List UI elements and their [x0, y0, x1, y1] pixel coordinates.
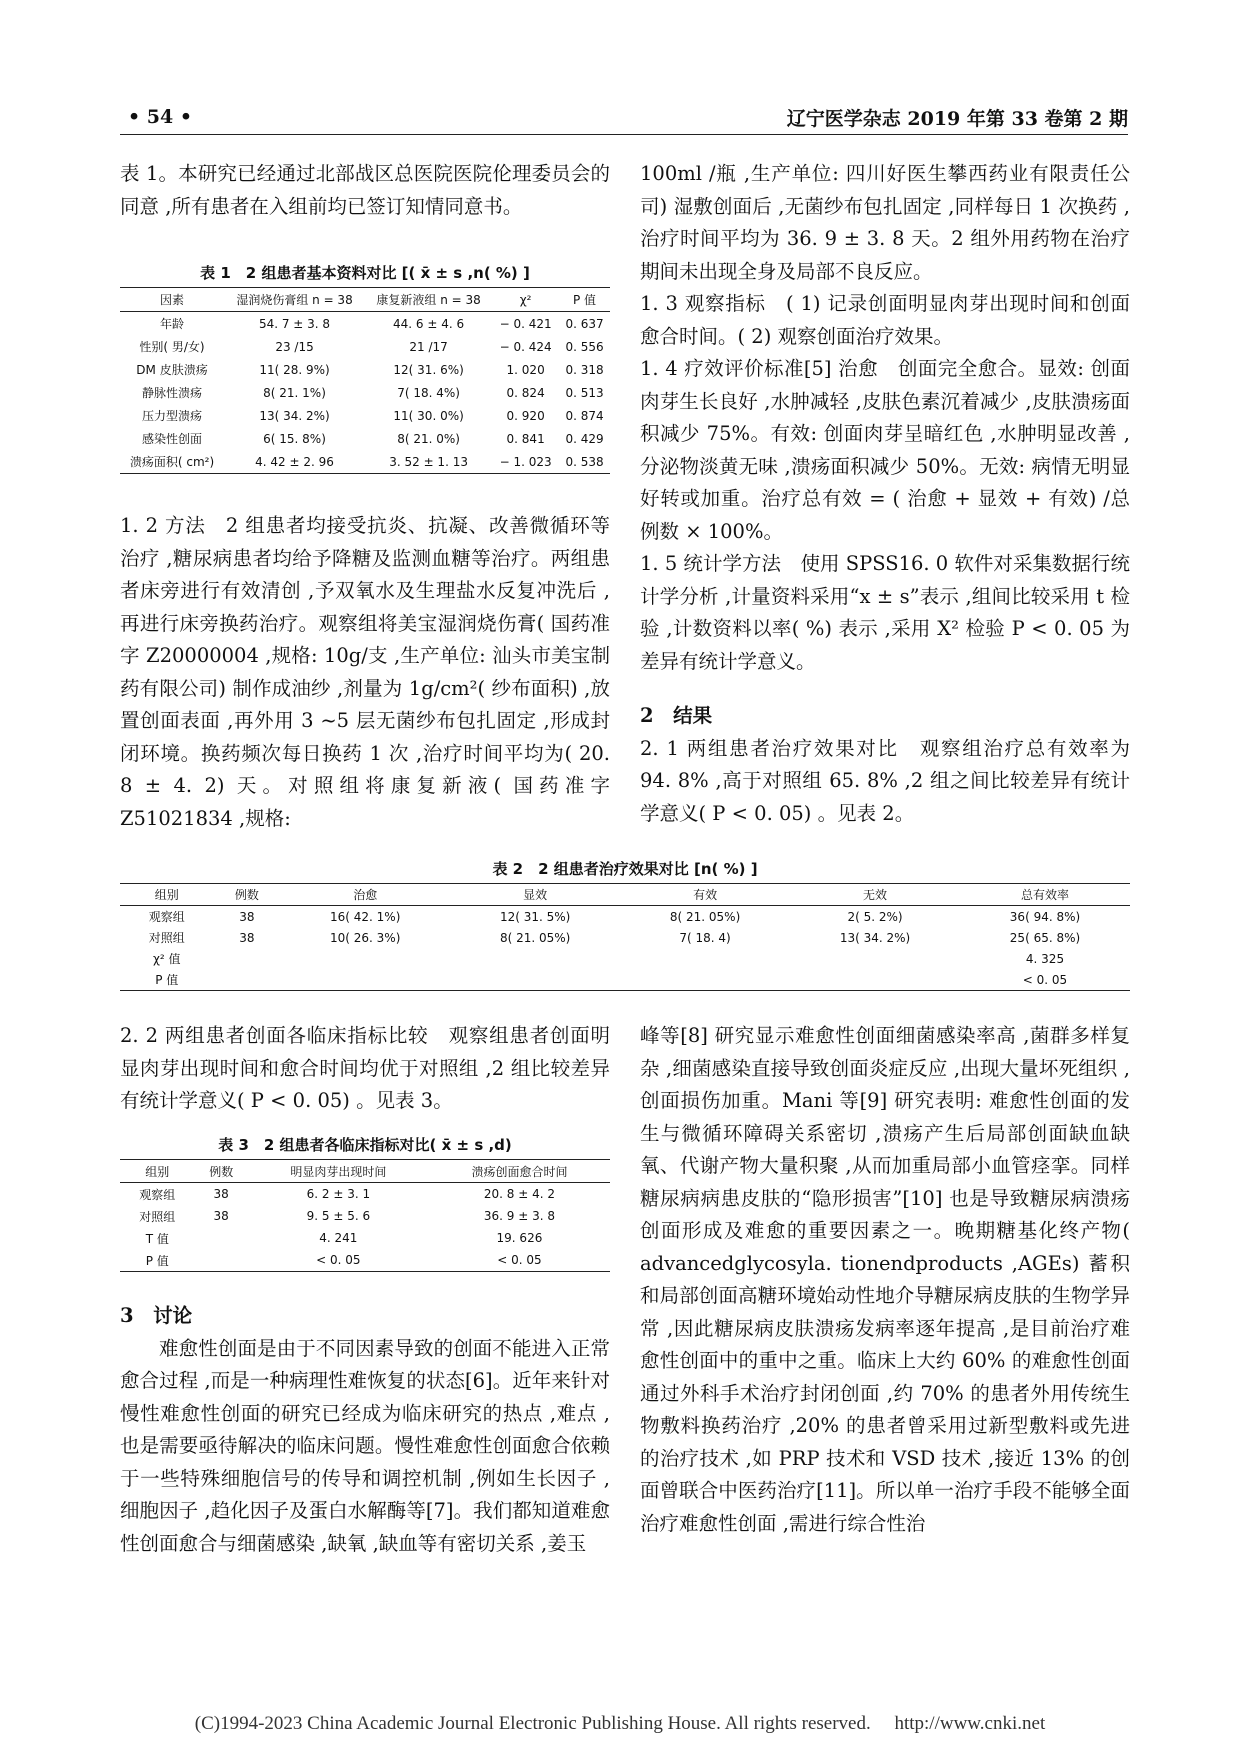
table-header-cell: 康复新液组 n = 38 — [365, 288, 492, 312]
table-cell: 0. 429 — [565, 431, 604, 446]
table-cell: 对照组 — [148, 931, 185, 945]
table-header-cell: P 值 — [559, 288, 610, 312]
paragraph: 2. 1 两组患者治疗效果对比 观察组治疗总有效率为 94. 8% ,高于对照组 65. 8% ,2 组之间比较差异有统计学意义( P < 0. 05) 。见表 2。 — [640, 736, 1130, 825]
paragraph: 2. 2 两组患者创面各临床指标比较 观察组患者创面明显肉芽出现时间和愈合时间均优于对照组 ,2 组比较差异有统计学意义( P < 0. 05) 。见表 3。 — [120, 1024, 610, 1112]
table-cell: 36. 9 ± 3. 8 — [483, 1209, 555, 1223]
copyright-footer: (C)1994-2023 China Academic Journal Electronic Publishing House. All rights reserved. http://www.cnki.net — [194, 1713, 1046, 1734]
table-cell — [450, 969, 620, 991]
table-header-cell: 显效 — [450, 884, 620, 906]
left-column-upper — [120, 158, 610, 223]
table-cell: 38 — [213, 1187, 229, 1201]
paragraph: 表 1。本研究已经通过北部战区总医院医院伦理委员会的同意 ,所有患者在入组前均已签订知情同意书。 — [120, 162, 610, 218]
paragraph: 1. 3 观察指标 ( 1) 记录创面明显肉芽出现时间和创面愈合时间。( 2) 观察创面治疗效果。 — [640, 292, 1130, 348]
table-cell: 7( 18. 4) — [679, 930, 731, 945]
table-cell: P 值 — [120, 969, 213, 991]
table-cell: < 0. 05 — [248, 1249, 429, 1272]
table-header-cell: 治愈 — [280, 884, 450, 906]
table-cell — [195, 1249, 248, 1272]
table-caption: 表 1 2 组患者基本资料对比 [( x̄ ± s ,n( %) ] — [200, 264, 530, 282]
table-cell: 9. 5 ± 5. 6 — [306, 1209, 371, 1223]
left-column-methods — [120, 510, 610, 835]
section-heading-discussion: 3 讨论 — [120, 1304, 193, 1327]
table-cell: 38 — [239, 909, 255, 924]
table-cell: 0. 920 — [506, 408, 545, 423]
table-cell: 感染性创面 — [142, 432, 203, 446]
table-cell: 1. 020 — [506, 362, 545, 377]
table-cell — [213, 948, 280, 969]
table-cell: − 0. 424 — [499, 339, 552, 354]
table-header-cell: 组别 — [120, 1160, 195, 1183]
table-cell: 0. 841 — [506, 431, 545, 446]
table-cell: 对照组 — [139, 1209, 176, 1224]
efficacy-table — [120, 883, 1130, 991]
paragraph: 1. 4 疗效评价标准[5] 治愈 创面完全愈合。显效: 创面肉芽生长良好 ,水肿减轻 ,皮肤色素沉着减少 ,皮肤溃疡面积减少 75%。有效: 创面肉芽呈暗红色 ,水肿明显改善 ,分泌物淡黄无味 ,溃疡面积减少 50%。无效: 病情无明显好转或加重。治疗总有效 = ( 治愈 + 显效 + 有效) /总例数 × 100%。 — [640, 357, 1130, 543]
table-header-cell: 溃疡创面愈合时间 — [429, 1160, 610, 1183]
table-cell: 38 — [239, 930, 255, 945]
baseline-table — [120, 287, 610, 474]
table-header-cell: χ² — [492, 288, 559, 312]
table-cell: 性别( 男/女) — [139, 340, 205, 354]
table-cell: 20. 8 ± 4. 2 — [483, 1187, 555, 1201]
table-cell: 12( 31. 6%) — [393, 362, 464, 377]
table-row — [120, 381, 610, 404]
table-cell — [280, 948, 450, 969]
table-cell: 2( 5. 2%) — [847, 909, 903, 924]
table-cell: 8( 21. 05%) — [669, 909, 741, 924]
table-cell: 11( 30. 0%) — [393, 408, 464, 423]
table-cell — [790, 948, 960, 969]
table-cell: 6. 2 ± 3. 1 — [306, 1187, 371, 1201]
table-cell: DM 皮肤溃疡 — [136, 363, 208, 377]
table-header-cell: 总有效率 — [960, 884, 1130, 906]
table-cell: 11( 28. 9%) — [259, 362, 330, 377]
table-cell: 0. 824 — [506, 385, 545, 400]
table-cell: 7( 18. 4%) — [397, 385, 460, 400]
table-cell: 8( 21. 05%) — [499, 930, 571, 945]
section-heading-results: 2 结果 — [640, 704, 713, 727]
table-cell: χ² 值 — [152, 952, 181, 966]
table-header-cell: 组别 — [120, 884, 213, 906]
paragraph: 峰等[8] 研究显示难愈性创面细菌感染率高 ,菌群多样复杂 ,细菌感染直接导致创面炎症反应 ,出现大量坏死组织 ,创面损伤加重。Mani 等[9] 研究表明: 难愈性创面的发生与微循环障碍关系密切 ,溃疡产生后局部创面缺血缺氧、代谢产物大量积聚 ,从而加重局部小血管痉挛。同样糖尿病病患皮肤的“隐形损害”[10] 也是导致糖尿病溃疡创面形成及难愈的重要因素之一。晚期糖基化终产物( advancedglycosyla. tionendproducts ,AGEs) 蓄积和局部创面高糖环境始动性地介导糖尿病皮肤的生物学异常 ,因此糖尿病皮肤溃疡发病率逐年提高 ,是目前治疗难愈性创面中的重中之重。临床上大约 60% 的难愈性创面通过外科手术治疗封闭创面 ,约 70% 的患者外用传统生物敷料换药治疗 ,20% 的患者曾采用过新型敷料或先进的治疗技术 ,如 PRP 技术和 VSD 技术 ,接近 13% 的创面曾联合中医药治疗[11]。所以单一治疗手段不能够全面治疗难愈性创面 ,需进行综合性治 — [640, 1024, 1130, 1535]
table-cell: < 0. 05 — [960, 969, 1130, 991]
paragraph: 100ml /瓶 ,生产单位: 四川好医生攀西药业有限责任公司) 湿敷创面后 ,无菌纱布包扎固定 ,同样每日 1 次换药 ,治疗时间平均为 36. 9 ± 3. 8 天。2 组外用药物在治疗期间未出现全身及局部不良反应。 — [640, 162, 1130, 283]
table-header-cell: 例数 — [213, 884, 280, 906]
table-cell — [620, 948, 790, 969]
table-cell — [450, 948, 620, 969]
table-cell: T 值 — [145, 1231, 169, 1246]
table-cell: 16( 42. 1%) — [330, 909, 401, 924]
left-column-lower — [120, 1020, 610, 1118]
table-row — [120, 1249, 610, 1272]
table-row — [120, 335, 610, 358]
journal-header: 辽宁医学杂志 2019 年第 33 卷第 2 期 — [786, 108, 1128, 130]
table-cell: 4. 325 — [1025, 951, 1065, 966]
table-cell: 21 /17 — [409, 339, 448, 354]
table-cell — [790, 969, 960, 991]
table-cell: 13( 34. 2%) — [259, 408, 330, 423]
table-row — [120, 1205, 610, 1227]
table-cell — [620, 969, 790, 991]
table-row — [120, 404, 610, 427]
table-row — [120, 906, 1130, 928]
table-cell: 0. 874 — [565, 408, 604, 423]
table-row — [120, 312, 610, 336]
table-cell: 静脉性溃疡 — [142, 386, 203, 400]
spacer — [640, 678, 1130, 700]
table-cell: < 0. 05 — [429, 1249, 610, 1272]
table-cell: 12( 31. 5%) — [499, 909, 571, 924]
clinical-index-table — [120, 1159, 610, 1272]
table-cell: 8( 21. 1%) — [263, 385, 326, 400]
paragraph: 难愈性创面是由于不同因素导致的创面不能进入正常愈合过程 ,而是一种病理性难恢复的状态[6]。近年来针对慢性难愈性创面的研究已经成为临床研究的热点 ,难点 ,也是需要亟待解决的临床问题。慢性难愈性创面愈合依赖于一些特殊细胞信号的传导和调控机制 ,例如生长因子 ,细胞因子 ,趋化因子及蛋白水解酶等[7]。我们都知道难愈性创面愈合与细菌感染 ,缺氧 ,缺血等有密切关系 ,姜玉 — [120, 1336, 610, 1555]
table-row — [120, 1227, 610, 1249]
table-row — [120, 450, 610, 474]
table-cell: − 1. 023 — [492, 450, 559, 474]
table-cell: 4. 241 — [319, 1231, 358, 1245]
table-cell: 36( 94. 8%) — [1009, 909, 1081, 924]
table-cell: 观察组 — [139, 1187, 176, 1202]
table-cell: − 0. 421 — [499, 316, 552, 331]
table-cell: 0. 637 — [565, 316, 604, 331]
table-cell: 压力型溃疡 — [142, 409, 203, 423]
table-row — [120, 1183, 610, 1206]
paragraph-methods: 1. 2 方法 2 组患者均接受抗炎、抗凝、改善微循环等治疗 ,糖尿病患者均给予降糖及监测血糖等治疗。两组患者床旁进行有效清创 ,予双氧水及生理盐水反复冲洗后 ,再进行床旁换药治疗。观察组将美宝湿润烧伤膏( 国药准字 Z20000004 ,规格: 10g/支 ,生产单位: 汕头市美宝制药有限公司) 制作成油纱 ,剂量为 1g/cm²( 纱布面积) ,放置创面表面 ,再外用 3 ~5 层无菌纱布包扎固定 ,形成封闭环境。换药频次每日换药 1 次 ,治疗时间平均为( 20. 8 ± 4. 2) 天。对照组将康复新液( 国药准字 Z51021834 ,规格: — [120, 514, 610, 830]
table-cell — [280, 969, 450, 991]
table-header-cell: 例数 — [195, 1160, 248, 1183]
table-cell: 4. 42 ± 2. 96 — [224, 450, 365, 474]
paragraph: 1. 5 统计学方法 使用 SPSS16. 0 软件对采集数据行统计学分析 ,计量资料采用“x ± s”表示 ,组间比较采用 t 检验 ,计数资料以率( %) 表示 ,采用 X² 检验 P < 0. 05 为差异有统计学意义。 — [640, 552, 1130, 673]
table-cell: 13( 34. 2%) — [839, 930, 911, 945]
table-cell: 25( 65. 8%) — [1009, 930, 1081, 945]
table-header-cell: 无效 — [790, 884, 960, 906]
table-cell: 3. 52 ± 1. 13 — [365, 450, 492, 474]
table-cell: 54. 7 ± 3. 8 — [258, 316, 331, 331]
table-header-cell: 湿润烧伤膏组 n = 38 — [224, 288, 365, 312]
table-cell — [195, 1227, 248, 1249]
table-header-cell: 有效 — [620, 884, 790, 906]
table-caption: 表 2 2 组患者治疗效果对比 [n( %) ] — [492, 860, 758, 878]
table-cell: 38 — [213, 1209, 229, 1223]
table-cell: 6( 15. 8%) — [263, 431, 326, 446]
table-2 — [120, 858, 1130, 991]
table-row — [120, 358, 610, 381]
table-cell: P 值 — [120, 1249, 195, 1272]
table-row — [120, 927, 1130, 948]
page-number: • 54 • — [128, 106, 192, 128]
table-cell: 23 /15 — [275, 339, 314, 354]
table-row — [120, 427, 610, 450]
table-1 — [120, 262, 610, 474]
table-cell: 年龄 — [160, 317, 185, 331]
table-row — [120, 969, 1130, 991]
table-cell: 0. 538 — [559, 450, 610, 474]
table-cell — [213, 969, 280, 991]
table-cell: 0. 513 — [565, 385, 604, 400]
table-header-cell: 因素 — [120, 288, 224, 312]
table-header-cell: 明显肉芽出现时间 — [248, 1160, 429, 1183]
table-cell: 44. 6 ± 4. 6 — [393, 316, 465, 331]
table-cell: 8( 21. 0%) — [397, 431, 460, 446]
table-cell: 0. 556 — [565, 339, 604, 354]
header-divider — [120, 134, 1128, 135]
table-cell: 19. 626 — [496, 1231, 543, 1245]
table-cell: 10( 26. 3%) — [330, 930, 401, 945]
table-cell: 0. 318 — [565, 362, 604, 377]
table-row — [120, 948, 1130, 969]
left-column-discussion — [120, 1300, 610, 1560]
table-3 — [120, 1134, 610, 1272]
table-cell: 观察组 — [148, 910, 185, 924]
right-column-lower — [640, 1020, 1130, 1540]
table-cell: 溃疡面积( cm²) — [120, 450, 224, 474]
right-column-upper — [640, 158, 1130, 830]
table-caption: 表 3 2 组患者各临床指标对比( x̄ ± s ,d) — [218, 1136, 512, 1154]
